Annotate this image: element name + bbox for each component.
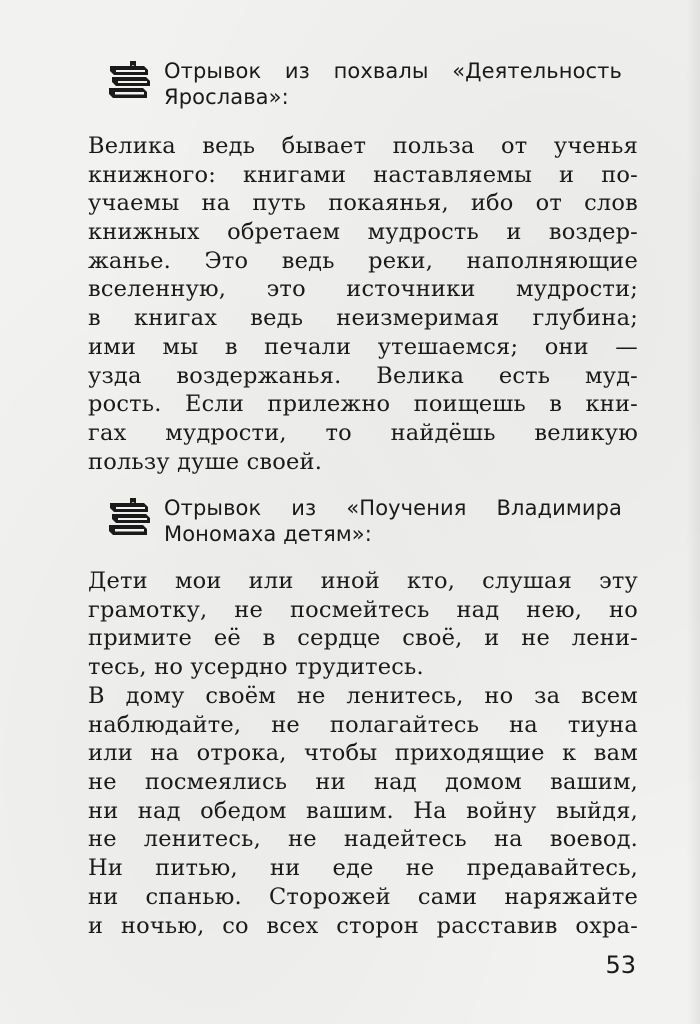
text-line: пользу душе своей. — [88, 448, 323, 475]
text-line: и ночью, со всех сторон расставив охра- — [88, 912, 638, 939]
text-line: Велика ведь бывает польза от ученья — [88, 133, 638, 159]
text-line: не посмеялись ни над домом вашим, — [88, 769, 638, 796]
text-line: ими мы в печали утешаемся; они — — [88, 333, 638, 360]
section2-paragraph-1 — [88, 567, 638, 682]
page-edge-shadow — [686, 0, 700, 1024]
text-line: книжного: книгами наставляемы и по- — [88, 161, 638, 188]
text-line: в книгах ведь неизмеримая глубина; — [88, 305, 638, 332]
text-line: книжных обретаем мудрость и воздер- — [88, 219, 638, 246]
text-line: учаемы на путь покаянья, ибо от слов — [88, 190, 638, 217]
text-line: ни над обедом вашим. На войну выйдя, — [88, 797, 638, 824]
text-line: рость. Если прилежно поищешь в кни- — [88, 391, 638, 418]
section1-title: Отрывок из похвалы «Деятельность Ярослава»: — [164, 59, 622, 109]
book-stack-icon — [106, 60, 152, 104]
text-line: Ни питью, ни еде не предавайтесь, — [88, 855, 638, 882]
text-line: В дому своём не ленитесь, но за всем — [88, 683, 638, 709]
text-line: вселенную, это источники мудрости; — [88, 276, 638, 303]
text-line: гах мудрости, то найдёшь великую — [88, 419, 638, 446]
page-number: 53 — [605, 951, 636, 979]
section2-paragraph-2 — [88, 682, 638, 940]
book-stack-icon — [106, 497, 152, 541]
section1-paragraph — [88, 132, 638, 476]
text-line: грамотку, не посмейтесь над нею, но — [88, 596, 638, 623]
text-line: тесь, но усердно трудитесь. — [88, 654, 424, 681]
text-line: или на отрока, чтобы приходящие к вам — [88, 740, 638, 767]
text-line: Дети мои или иной кто, слушая эту — [88, 568, 638, 594]
text-line: примите её в сердце своё, и не лени- — [88, 625, 638, 652]
text-line: не ленитесь, не надейтесь на воевод. — [88, 826, 638, 853]
section2-title: Отрывок из «Поучения Владимира Мономаха детям»: — [164, 496, 622, 546]
section2-heading — [106, 495, 626, 547]
section1-heading — [106, 58, 626, 110]
text-line: узда воздержанья. Велика есть муд- — [88, 362, 638, 389]
text-line: жанье. Это ведь реки, наполняющие — [88, 247, 638, 274]
text-line: наблюдайте, не полагайтесь на тиуна — [88, 711, 638, 738]
text-line: ни спанью. Сторожей сами наряжайте — [88, 883, 638, 910]
